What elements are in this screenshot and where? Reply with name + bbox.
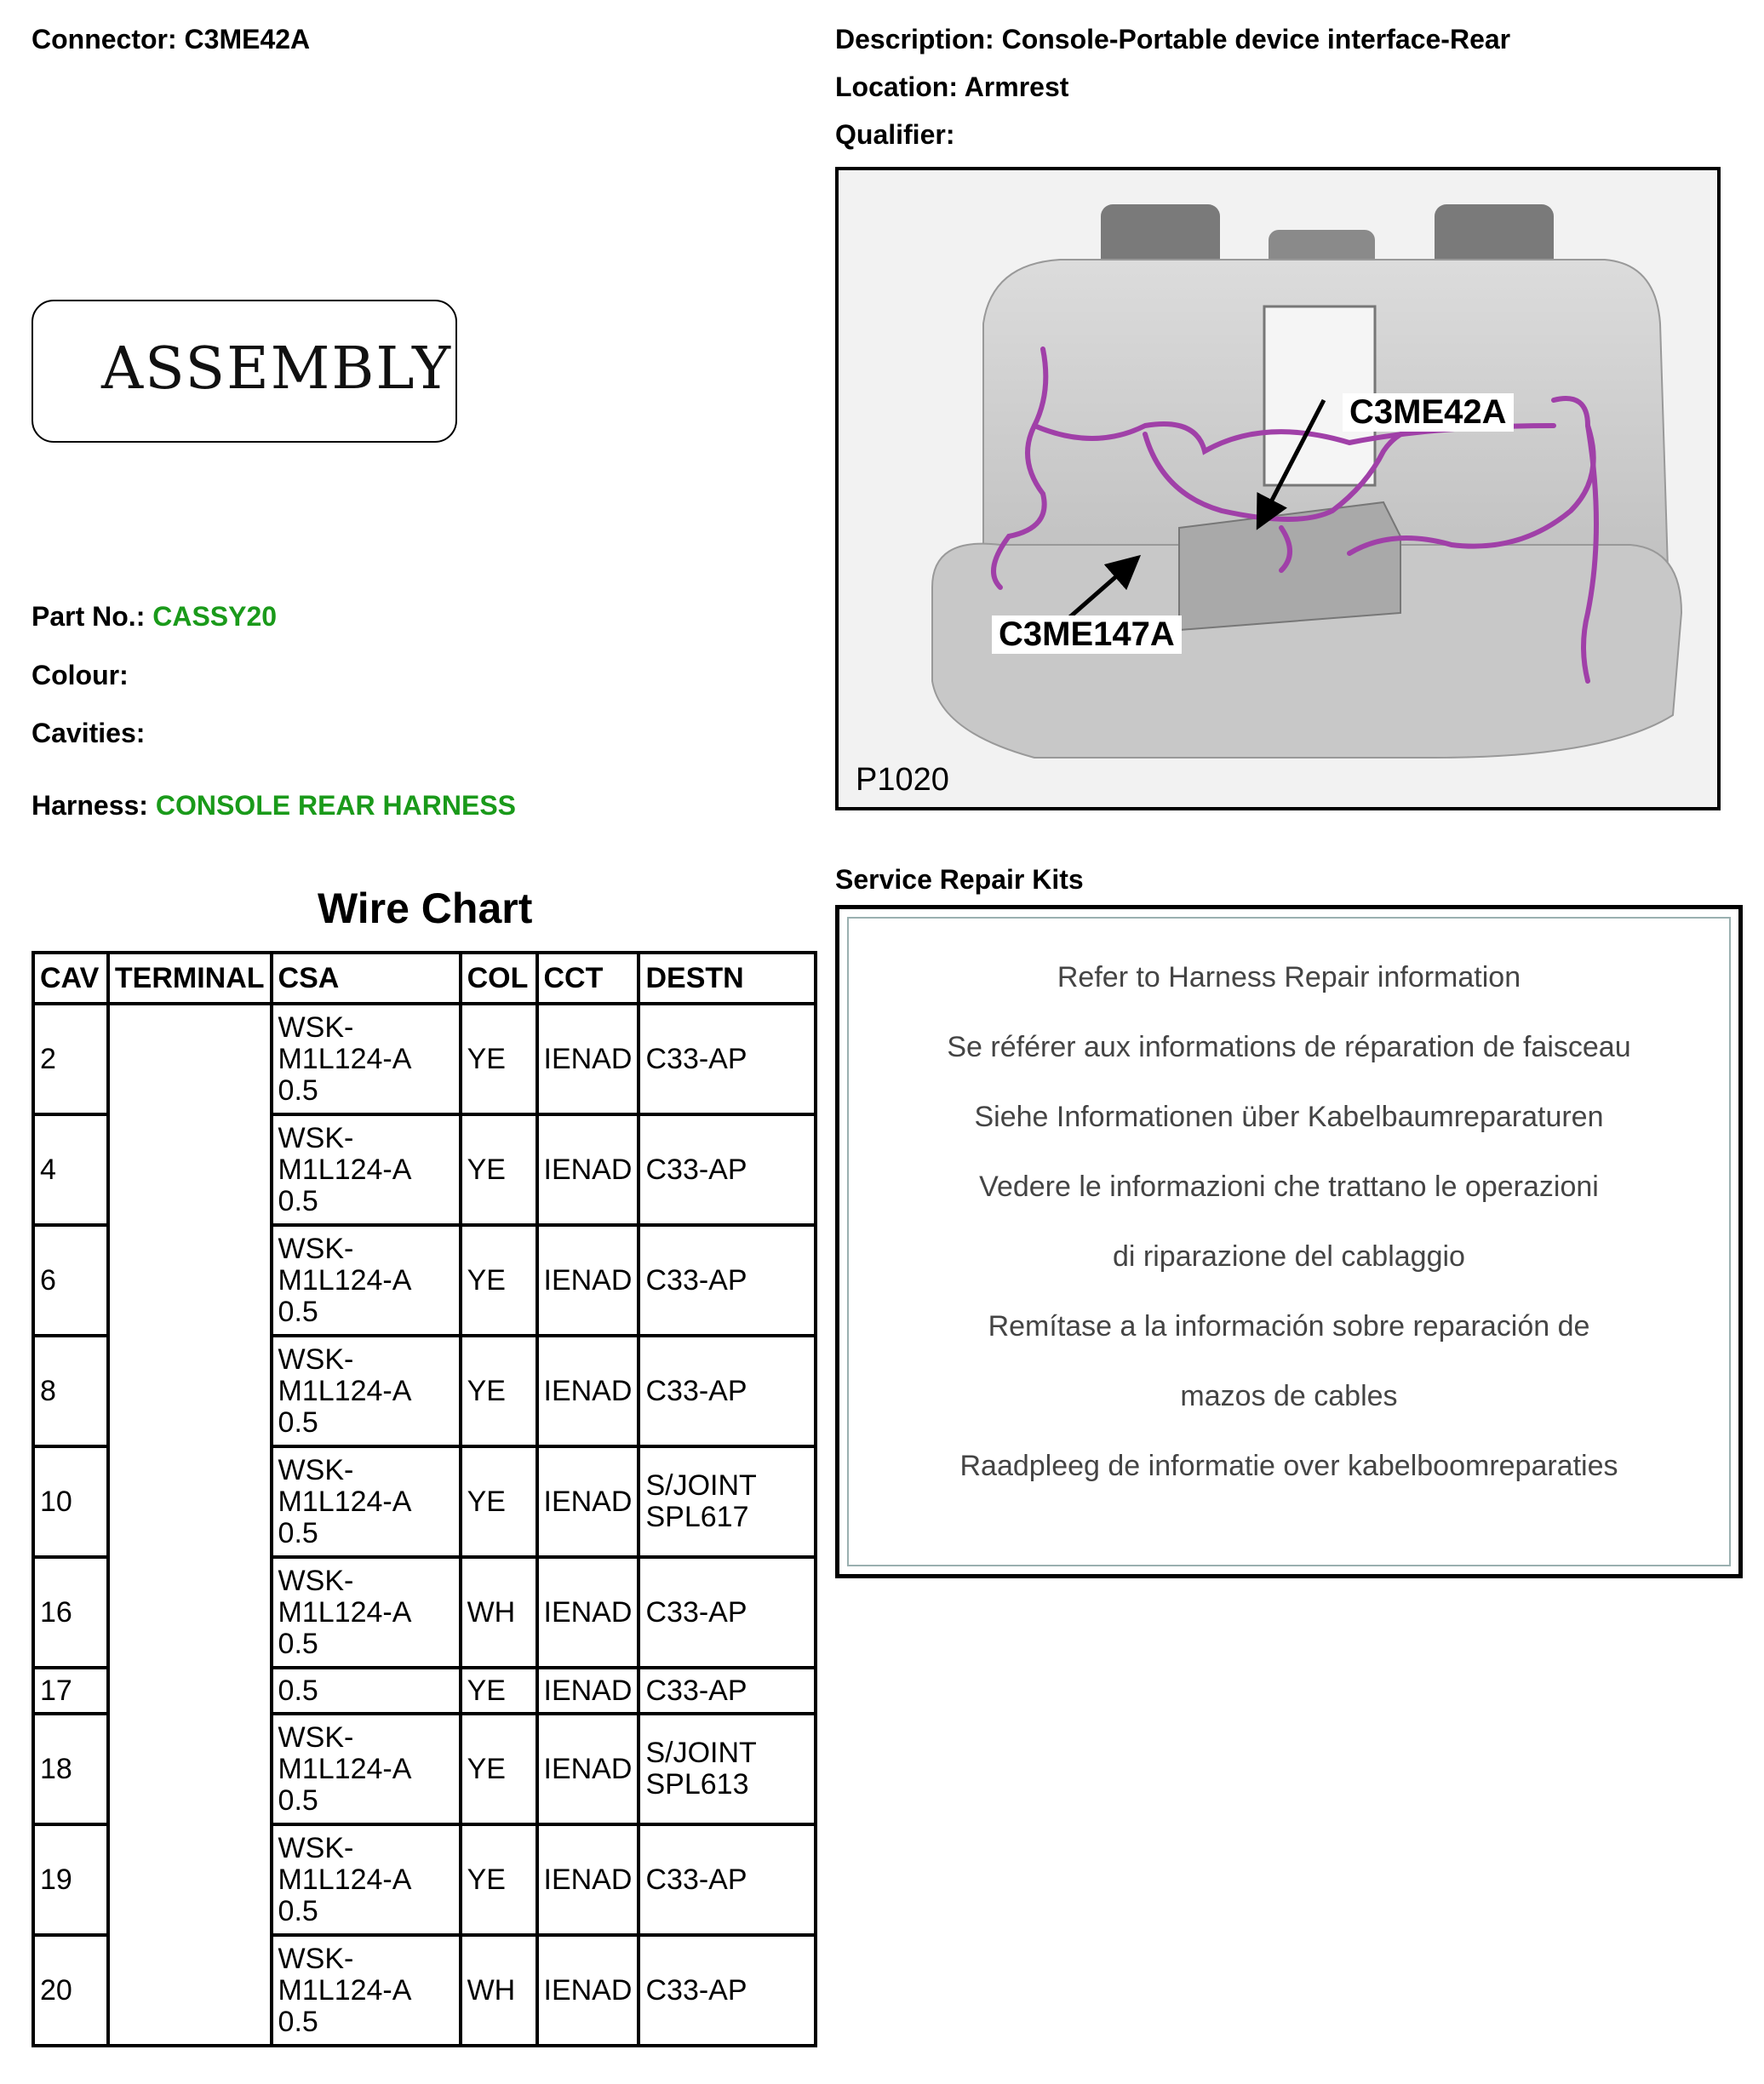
- harness-field: [32, 790, 516, 822]
- csa-line: WSK-: [278, 1831, 354, 1864]
- wire-chart-title: Wire Chart: [318, 885, 533, 932]
- csa-line: M1L124-A: [278, 1863, 412, 1896]
- cell-cct: IENAD: [537, 1824, 639, 1935]
- cavities-field: [32, 718, 145, 749]
- cell-destn: [639, 1824, 816, 1935]
- cell-destn: [639, 1714, 816, 1824]
- cell-cct: IENAD: [537, 1114, 639, 1225]
- csa-line: 0.5: [278, 1295, 318, 1328]
- table-row: [33, 1004, 816, 1114]
- cell-cct: IENAD: [537, 1668, 639, 1714]
- cell-cct: IENAD: [537, 1336, 639, 1446]
- qualifier-label: Qualifier:: [835, 119, 955, 150]
- cell-destn: [639, 1446, 816, 1557]
- repair-kit-line: Refer to Harness Repair information: [1057, 961, 1521, 993]
- repair-kit-line: Vedere le informazioni che trattano le operazioni: [979, 1171, 1599, 1203]
- connector-label: Connector:: [32, 24, 177, 54]
- cell-csa: [272, 1446, 461, 1557]
- cell-cct: IENAD: [537, 1446, 639, 1557]
- wire-chart-header-row: [33, 953, 816, 1004]
- repair-kit-line: mazos de cables: [1180, 1380, 1398, 1412]
- cell-destn: [639, 1668, 816, 1714]
- csa-line: M1L124-A: [278, 1042, 412, 1075]
- destn-line: C33-AP: [645, 1973, 747, 2007]
- cell-destn: [639, 1114, 816, 1225]
- cell-col: YE: [461, 1668, 537, 1714]
- cell-csa: [272, 1114, 461, 1225]
- destn-line: C33-AP: [645, 1153, 747, 1186]
- header-cav: CAV: [33, 953, 108, 1004]
- csa-line: WSK-: [278, 1121, 354, 1154]
- destn-line: C33-AP: [645, 1042, 747, 1075]
- cell-col: YE: [461, 1714, 537, 1824]
- csa-line: M1L124-A: [278, 1973, 412, 2007]
- cell-col: YE: [461, 1114, 537, 1225]
- cell-cct: IENAD: [537, 1004, 639, 1114]
- location-label: Location:: [835, 72, 958, 102]
- part-number-label: Part No.:: [32, 601, 146, 632]
- csa-line: WSK-: [278, 1720, 354, 1754]
- cell-cct: IENAD: [537, 1225, 639, 1336]
- cavities-label: Cavities:: [32, 718, 146, 748]
- csa-line: 0.5: [278, 1184, 318, 1217]
- service-repair-kits-title: Service Repair Kits: [835, 864, 1084, 895]
- assembly-stamp: [32, 300, 457, 443]
- cell-csa: [272, 1714, 461, 1824]
- cell-col: YE: [461, 1225, 537, 1336]
- header-cct: CCT: [537, 953, 639, 1004]
- cell-cav: 19: [33, 1824, 108, 1935]
- csa-line: 0.5: [278, 1674, 318, 1707]
- cell-col: YE: [461, 1446, 537, 1557]
- description-field: [835, 24, 1510, 55]
- figure-code: P1020: [856, 762, 949, 798]
- cell-cav: 16: [33, 1557, 108, 1668]
- cell-cct: IENAD: [537, 1557, 639, 1668]
- connector-value: C3ME42A: [184, 24, 311, 54]
- qualifier-field: [835, 119, 954, 151]
- csa-line: WSK-: [278, 1011, 354, 1044]
- csa-line: WSK-: [278, 1942, 354, 1975]
- cell-cav: 20: [33, 1935, 108, 2046]
- harness-label: Harness:: [32, 790, 148, 821]
- callout-c3me42a: C3ME42A: [1343, 393, 1514, 432]
- cell-terminal: [108, 1004, 272, 2046]
- cell-csa: [272, 1336, 461, 1446]
- header-terminal: TERMINAL: [108, 953, 272, 1004]
- cell-cav: 4: [33, 1114, 108, 1225]
- cell-col: WH: [461, 1557, 537, 1668]
- repair-kit-line: Raadpleeg de informatie over kabelboomreparaties: [959, 1450, 1618, 1482]
- cell-destn: [639, 1935, 816, 2046]
- seat-illustration: [835, 167, 1721, 810]
- destn-line: SPL613: [645, 1768, 749, 1801]
- csa-line: 0.5: [278, 1406, 318, 1439]
- header-destn: DESTN: [639, 953, 816, 1004]
- description-value: Console-Portable device interface-Rear: [1001, 24, 1511, 54]
- cell-cav: 17: [33, 1668, 108, 1714]
- csa-line: M1L124-A: [278, 1153, 412, 1186]
- assembly-stamp-text: ASSEMBLY: [101, 335, 453, 403]
- destn-line: C33-AP: [645, 1374, 747, 1407]
- location-value: Armrest: [964, 72, 1069, 102]
- cell-cav: 18: [33, 1714, 108, 1824]
- service-repair-kits-panel: [835, 905, 1743, 1578]
- service-repair-kits-inner: [847, 917, 1731, 1566]
- destn-line: S/JOINT: [645, 1469, 757, 1502]
- part-number-field: [32, 601, 277, 633]
- destn-line: SPL617: [645, 1501, 749, 1533]
- destn-line: S/JOINT: [645, 1737, 757, 1769]
- cell-destn: [639, 1557, 816, 1668]
- csa-line: M1L124-A: [278, 1485, 412, 1518]
- csa-line: 0.5: [278, 1516, 318, 1549]
- csa-line: M1L124-A: [278, 1263, 412, 1297]
- wire-chart-body: [33, 1004, 816, 2046]
- seat-drawing: [839, 170, 1717, 807]
- cell-cav: 2: [33, 1004, 108, 1114]
- cell-csa: [272, 1004, 461, 1114]
- destn-line: C33-AP: [645, 1263, 747, 1297]
- csa-line: WSK-: [278, 1453, 354, 1486]
- cell-destn: [639, 1336, 816, 1446]
- callout-c3me147a: C3ME147A: [992, 615, 1182, 654]
- cell-csa: [272, 1668, 461, 1714]
- cell-col: YE: [461, 1336, 537, 1446]
- cell-csa: [272, 1557, 461, 1668]
- csa-line: 0.5: [278, 2005, 318, 2038]
- cell-csa: [272, 1225, 461, 1336]
- part-number-value[interactable]: CASSY20: [152, 601, 278, 632]
- header-csa: CSA: [272, 953, 461, 1004]
- csa-line: 0.5: [278, 1627, 318, 1660]
- csa-line: 0.5: [278, 1783, 318, 1817]
- cell-destn: [639, 1225, 816, 1336]
- csa-line: 0.5: [278, 1073, 318, 1107]
- repair-kit-line: di riparazione del cablaggio: [1113, 1240, 1465, 1273]
- destn-line: C33-AP: [645, 1674, 747, 1707]
- repair-kit-line: Remítase a la información sobre reparación de: [988, 1310, 1590, 1343]
- cell-csa: [272, 1935, 461, 2046]
- cell-destn: [639, 1004, 816, 1114]
- csa-line: M1L124-A: [278, 1374, 412, 1407]
- cell-col: WH: [461, 1935, 537, 2046]
- colour-field: [32, 660, 129, 691]
- harness-value[interactable]: CONSOLE REAR HARNESS: [155, 790, 516, 821]
- csa-line: WSK-: [278, 1564, 354, 1597]
- cell-cav: 6: [33, 1225, 108, 1336]
- connector-field: [32, 24, 310, 55]
- repair-kit-line: Siehe Informationen über Kabelbaumreparaturen: [974, 1101, 1604, 1133]
- destn-line: C33-AP: [645, 1595, 747, 1629]
- destn-line: C33-AP: [645, 1863, 747, 1896]
- cell-cav: 8: [33, 1336, 108, 1446]
- cell-col: YE: [461, 1004, 537, 1114]
- cell-col: YE: [461, 1824, 537, 1935]
- cell-cct: IENAD: [537, 1935, 639, 2046]
- csa-line: WSK-: [278, 1343, 354, 1376]
- csa-line: WSK-: [278, 1232, 354, 1265]
- csa-line: M1L124-A: [278, 1595, 412, 1629]
- repair-kit-line: Se référer aux informations de réparation de faisceau: [947, 1031, 1631, 1063]
- cell-cav: 10: [33, 1446, 108, 1557]
- description-label: Description:: [835, 24, 994, 54]
- cell-csa: [272, 1824, 461, 1935]
- wire-chart-table: [32, 951, 817, 2047]
- location-field: [835, 72, 1068, 103]
- header-col: COL: [461, 953, 537, 1004]
- colour-label: Colour:: [32, 660, 129, 690]
- csa-line: M1L124-A: [278, 1752, 412, 1785]
- csa-line: 0.5: [278, 1894, 318, 1927]
- cell-cct: IENAD: [537, 1714, 639, 1824]
